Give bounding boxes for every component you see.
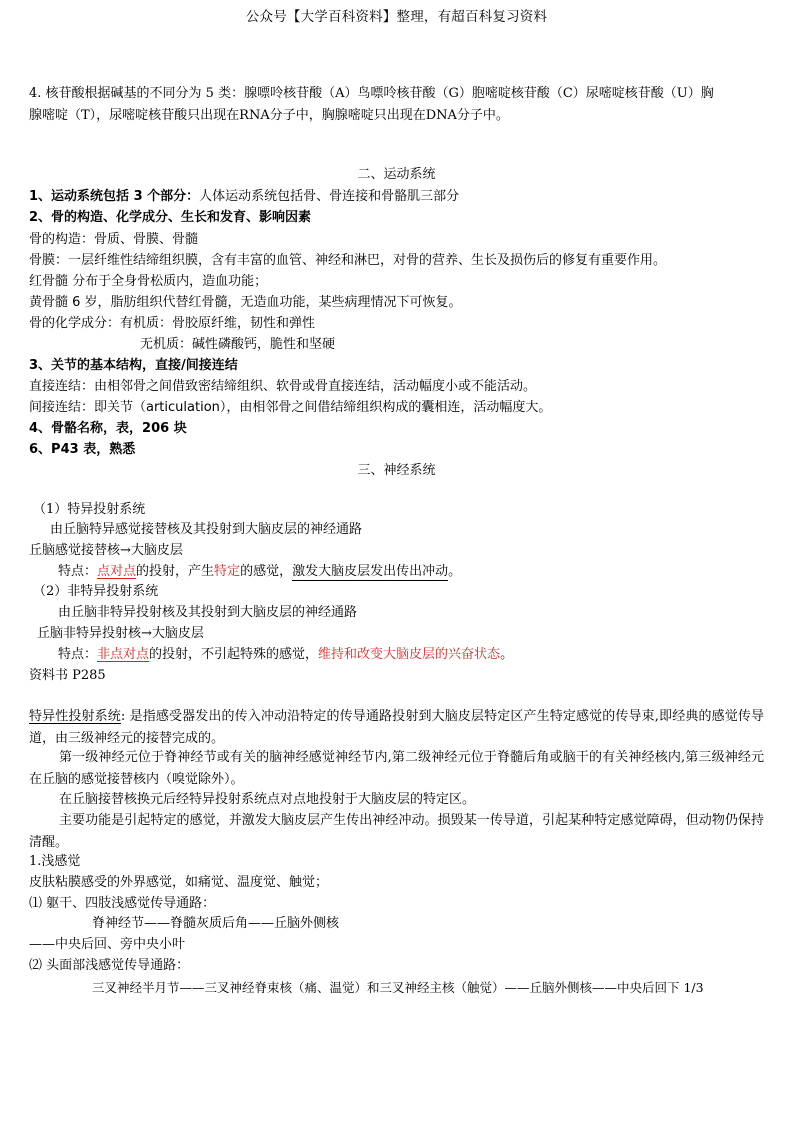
trunk-pathway-title: ⑴ 躯干、四肢浅感觉传导通路： (29, 896, 216, 911)
function-paragraph: 主要功能是引起特定的感觉，并激发大脑皮层产生传出神经冲动。损毁某一传导道，引起某种特定感觉障碍，但动物仍保持清醒。 (29, 813, 764, 850)
specific-projection-desc: 由丘脑特异感觉接替核及其投射到大脑皮层的神经通路 (50, 522, 363, 537)
motion-item-2: 2、骨的构造、化学成分、生长和发育、影响因素 (29, 210, 312, 225)
definition-term: 特异性投射系统 (29, 709, 121, 724)
specific-projection-title: （1）特异投射系统 (33, 502, 146, 517)
trunk-pathway-1: 脊神经节——脊髓灰质后角——丘脑外侧核 (92, 916, 340, 931)
red-marrow: 红骨髓 分布于全身骨松质内，造血功能； (29, 274, 268, 289)
nonspecific-projection-path: 丘脑非特异投射核→大脑皮层 (37, 626, 204, 641)
feature-text-2: 。 (500, 647, 514, 662)
motion-item-6: 6、P43 表，熟悉 (29, 442, 136, 457)
maintain-excitation-highlight: 维持和改变大脑皮层的兴奋状态 (318, 647, 501, 662)
feature-label: 特点： (58, 564, 98, 579)
periosteum: 骨膜：一层纤维性结缔组织膜，含有丰富的血管、神经和淋巴，对骨的营养、生长及损伤后的修复有重要作用。 (29, 253, 667, 268)
motion-item-1-text: 人体运动系统包括骨、骨连接和骨骼肌三部分 (199, 189, 460, 204)
motion-item-4: 4、骨骼名称，表，206 块 (29, 421, 187, 436)
specific-projection-path: 丘脑感觉接替核→大脑皮层 (29, 543, 183, 558)
nonspecific-projection-feature (58, 645, 513, 665)
bone-structure: 骨的构造：骨质、骨膜、骨髓 (29, 232, 199, 247)
motion-item-3: 3、关节的基本结构，直接/间接连结 (29, 358, 238, 373)
definition-text: : 是指感受器发出的传入冲动沿特定的传导通路投射到大脑皮层特定区产生特定感觉的传导束,即经典的感觉传导道，由三级神经元的接替完成的。 (29, 709, 764, 746)
non-point-to-point-highlight: 非点对点 (97, 647, 150, 662)
feature-text-1: 的投射，不引起特殊的感觉， (149, 647, 319, 662)
head-pathway-title: ⑵ 头面部浅感觉传导通路： (29, 958, 190, 973)
specific-projection-definition (29, 706, 764, 750)
chemical-inorganic: 无机质：碱性磷酸钙，脆性和坚硬 (140, 337, 336, 352)
thalamus-paragraph: 在丘脑接替核换元后经特异投射系统点对点地投射于大脑皮层的特定区。 (59, 792, 476, 807)
specific-highlight: 特定 (214, 564, 241, 579)
motion-item-1-label: 1、运动系统包括 3 个部分： (29, 189, 200, 204)
motion-item-1 (29, 187, 459, 207)
indirect-connection: 间接连结：即关节（articulation），由相邻骨之间借结缔组织构成的囊相连，活动幅度大。 (29, 400, 552, 415)
trunk-pathway-2: ——中央后回、旁中央小叶 (29, 937, 186, 952)
head-pathway: 三叉神经半月节——三叉神经脊束核（痛、温觉）和三叉神经主核（触觉）——丘脑外侧核——中央后回下 1/3 (92, 980, 704, 995)
nonspecific-projection-desc: 由丘脑非特异投射核及其投射到大脑皮层的神经通路 (58, 605, 358, 620)
feature-text-2: 的感觉， (240, 564, 293, 579)
section-title-nervous: 三、神经系统 (357, 463, 436, 478)
shallow-sensation-desc: 皮肤粘膜感受的外界感觉，如痛觉、温度觉、触觉； (29, 875, 329, 890)
yellow-marrow: 黄骨髓 6 岁，脂肪组织代替红骨髓，无造血功能，某些病理情况下可恢复。 (29, 295, 462, 310)
reference-book: 资料书 P285 (29, 668, 106, 683)
feature-text-3: 。 (448, 564, 462, 579)
nonspecific-projection-title: （2）非特异投射系统 (33, 584, 159, 599)
page-header: 公众号【大学百科资料】整理，有超百科复习资料 (245, 9, 548, 25)
point-to-point-highlight: 点对点 (97, 564, 137, 579)
specific-projection-feature (58, 562, 461, 582)
neurons-paragraph: 第一级神经元位于脊神经节或有关的脑神经感觉神经节内,第二级神经元位于脊髓后角或脑干的有关神经核内,第三级神经元在丘脑的感觉接替核内（嗅觉除外）。 (29, 750, 764, 787)
feature-label: 特点： (58, 647, 98, 662)
shallow-sensation-title: 1.浅感觉 (29, 854, 81, 869)
feature-text-1: 的投射，产生 (136, 564, 215, 579)
cortex-excitation-underlined: 激发大脑皮层发出传出冲动 (292, 564, 449, 579)
direct-connection: 直接连结：由相邻骨之间借致密结缔组织、软骨或骨直接连结，活动幅度小或不能活动。 (29, 379, 537, 394)
chemical-organic: 骨的化学成分：有机质：骨胶原纤维，韧性和弹性 (29, 316, 316, 331)
nucleotide-line-2: 腺嘧啶（T），尿嘧啶核苷酸只出现在RNA分子中，胸腺嘧啶只出现在DNA分子中。 (29, 108, 509, 123)
nucleotide-line-1: 4. 核苷酸根据碱基的不同分为 5 类：腺嘌呤核苷酸（A）鸟嘌呤核苷酸（G）胞嘧啶核苷酸（C）尿嘧啶核苷酸（U）胸 (29, 86, 714, 101)
section-title-motion: 二、运动系统 (357, 167, 436, 182)
